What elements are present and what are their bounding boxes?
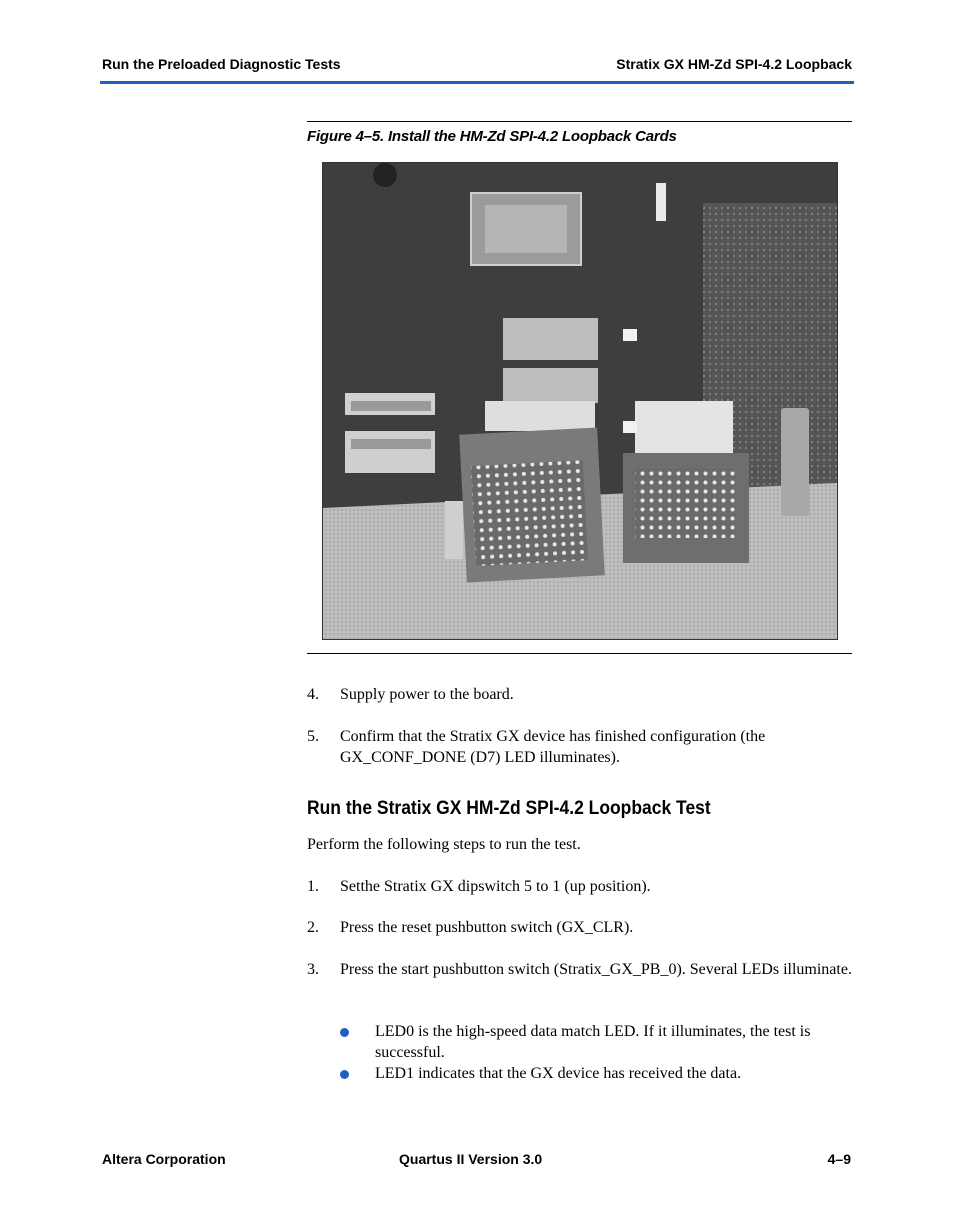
- step-number: 1.: [307, 878, 319, 895]
- figure-top-rule: [307, 121, 852, 122]
- bullet-dot: [340, 1070, 349, 1079]
- page-number: 4–9: [827, 1151, 851, 1167]
- section-intro: Perform the following steps to run the test.: [307, 836, 581, 853]
- step-number: 3.: [307, 961, 319, 978]
- step-text: Supply power to the board.: [340, 686, 514, 703]
- loopback-card-right: [623, 453, 749, 563]
- running-header-left: Run the Preloaded Diagnostic Tests: [102, 56, 341, 72]
- dip-switch-graphic: [345, 393, 435, 473]
- figure-caption: Figure 4–5. Install the HM-Zd SPI-4.2 Loopback Cards: [307, 128, 677, 145]
- figure-bottom-rule: [307, 653, 852, 654]
- running-header-right: Stratix GX HM-Zd SPI-4.2 Loopback: [616, 56, 852, 72]
- step-text: Press the start pushbutton switch (Stratix_GX_PB_0). Several LEDs illuminate.: [340, 961, 852, 978]
- bullet-text: LED1 indicates that the GX device has received the data.: [375, 1065, 742, 1082]
- step-text: Setthe Stratix GX dipswitch 5 to 1 (up position).: [340, 878, 651, 895]
- bullet-text: LED0 is the high-speed data match LED. If it illuminates, the test is successful.: [375, 1023, 811, 1061]
- step-text: Confirm that the Stratix GX device has finished configuration (the GX_CONF_DONE (D7) LED illuminates).: [340, 728, 766, 766]
- footer-left: Altera Corporation: [102, 1151, 226, 1167]
- figure-photo: [322, 162, 838, 640]
- section-heading: Run the Stratix GX HM-Zd SPI-4.2 Loopback Test: [307, 798, 711, 819]
- step-text: Press the reset pushbutton switch (GX_CLR).: [340, 919, 634, 936]
- loopback-card-left: [459, 427, 605, 582]
- step-number: 4.: [307, 686, 319, 703]
- footer-center: Quartus II Version 3.0: [399, 1151, 543, 1167]
- bullet-dot: [340, 1028, 349, 1037]
- step-number: 5.: [307, 728, 319, 745]
- header-rule: [100, 81, 854, 84]
- step-number: 2.: [307, 919, 319, 936]
